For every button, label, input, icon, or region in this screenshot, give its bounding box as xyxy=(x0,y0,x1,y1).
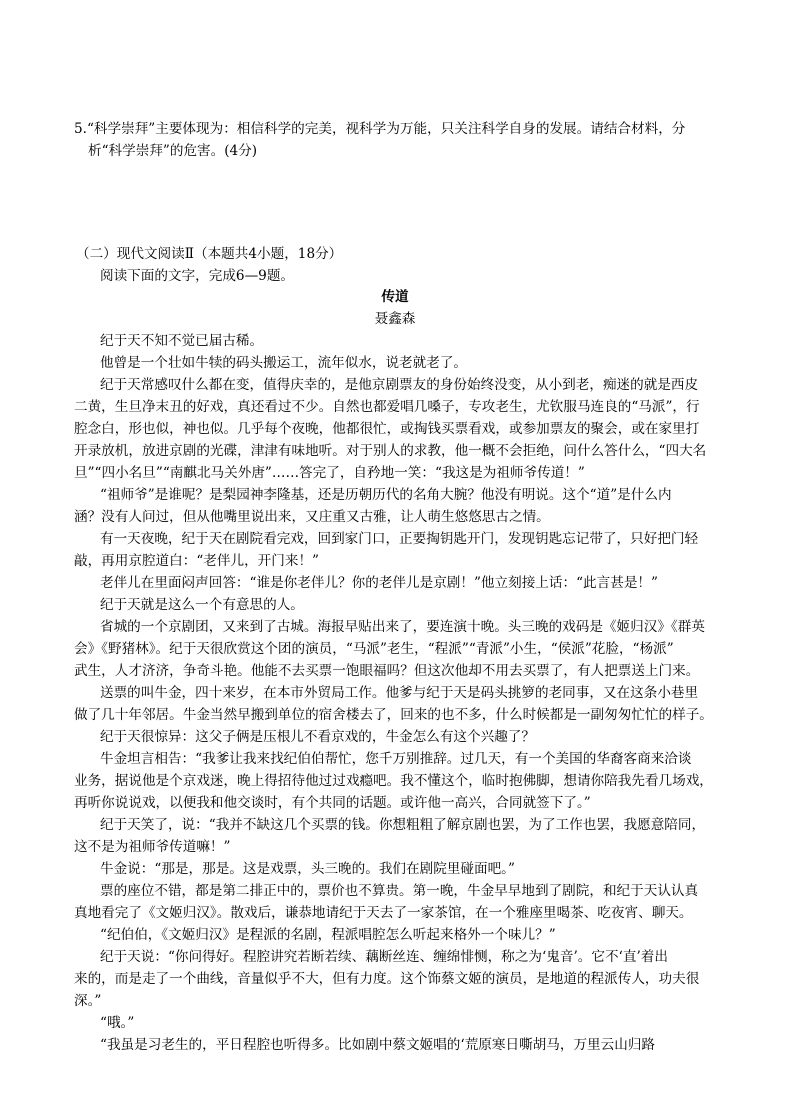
article-line: 深。” xyxy=(74,993,102,1009)
article-line: 牛金说：“那是，那是。这是戏票，头三晚的。我们在剧院里碰面吧。” xyxy=(100,861,515,877)
article-line: “我虽是习老生的，平日程腔也听得多。比如剧中蔡文姬唱的‘荒原寒日嘶胡马，万里云山归路 xyxy=(100,1037,656,1053)
article-line: 真地看完了《文姬归汉》。散戏后，谦恭地请纪于天去了一家茶馆，在一个雅座里喝茶、吃夜宵、聊天。 xyxy=(74,905,693,921)
article-line: 业务，据说他是个京戏迷，晚上得招待他过过戏瘾吧。我不懂这个，临时抱佛脚，想请你陪我先看几场戏， xyxy=(74,773,713,789)
article-line: 做了几十年邻居。牛金当然早搬到单位的宿舍楼去了，回来的也不多，什么时候都是一副匆匆忙忙的样子。 xyxy=(74,707,713,723)
article-line: 纪于天说：“你问得好。程腔讲究若断若续、藕断丝连、缠绵悱恻，称之为‘鬼音’。它不‘直’着出 xyxy=(100,949,668,965)
question-5-line-2: 析“科学崇拜”的危害。(4分) xyxy=(88,143,258,159)
article-author: 聂鑫森 xyxy=(374,311,416,327)
article-line: 有一天夜晚，纪于天在剧院看完戏，回到家门口，正要掏钥匙开门，发现钥匙忘记带了，只好把门轻 xyxy=(100,531,699,547)
article-line: 纪于天很惊异：这父子俩是压根儿不看京戏的，牛金怎么有这个兴趣了？ xyxy=(100,729,535,745)
article-line: 这不是为祖师爷传道嘛！” xyxy=(74,839,231,855)
article-line: “纪伯伯，《文姬归汉》是程派的名剧，程派唱腔怎么听起来格外一个味儿？” xyxy=(100,927,556,943)
article-line: 涵？没有人问过，但从他嘴里说出来，又庄重又古雅，让人萌生悠悠思古之情。 xyxy=(74,509,550,525)
article-line: 纪于天不知不觉已届古稀。 xyxy=(100,333,264,349)
article-line: 纪于天常感叹什么都在变，值得庆幸的，是他京剧票友的身份始终没变，从小到老，痴迷的就是西皮 xyxy=(100,377,699,393)
question-5-line-1: 5.“科学崇拜”主要体现为：相信科学的完美，视科学为万能，只关注科学自身的发展。请结合材料，分 xyxy=(74,121,686,137)
article-line: “哦。” xyxy=(100,1015,135,1031)
article-line: 老伴儿在里面闷声回答：“谁是你老伴儿？你的老伴儿是京剧！”他立刻接上话：“此言甚是！” xyxy=(100,575,658,591)
article-line: 再听你说说戏，以便我和他交谈时，有个共同的话题。或许他一高兴，合同就签下了。” xyxy=(74,795,591,811)
article-line: 纪于天笑了，说：“我并不缺这几个买票的钱。你想粗粗了解京剧也罢，为了工作也罢，我愿意陪同， xyxy=(100,817,706,833)
article-line: 会》《野猪林》。纪于天很欣赏这个团的演员，“马派”老生，“程派”“青派”小生，“侯派”花脸，“杨派” xyxy=(74,641,674,657)
article-line: 纪于天就是这么一个有意思的人。 xyxy=(100,597,304,613)
article-line: 旦”“四小名旦”“南麒北马关外唐”……答完了，自矜地一笑：“我这是为祖师爷传道！” xyxy=(74,465,585,481)
article-line: 敲，再用京腔道白：“老伴儿，开门来！” xyxy=(74,553,319,569)
section-instruction: 阅读下面的文字，完成6—9题。 xyxy=(100,268,295,284)
article-line: “祖师爷”是谁呢？是梨园神李隆基，还是历朝历代的名角大腕？他没有明说。这个“道”是什么内 xyxy=(100,487,672,503)
article-line: 送票的叫牛金，四十来岁，在本市外贸局工作。他爹与纪于天是码头挑箩的老同事，又在这条小巷里 xyxy=(100,685,699,701)
article-line: 二黄，生旦净末丑的好戏，真还看过不少。自然也都爱唱几嗓子，专攻老生，尤钦服马连良的“马派”，行 xyxy=(74,399,700,415)
article-line: 腔念白，形也似，神也似。几乎每个夜晚，他都很忙，或掏钱买票看戏，或参加票友的聚会，或在家里打 xyxy=(74,421,700,437)
article-line: 票的座位不错，都是第二排正中的，票价也不算贵。第一晚，牛金早早地到了剧院，和纪于天认认真 xyxy=(100,883,699,899)
section-heading: （二）现代文阅读Ⅱ（本题共4小题，18分） xyxy=(76,246,343,262)
article-line: 省城的一个京剧团，又来到了古城。海报早贴出来了，要连演十晚。头三晚的戏码是《姬归汉》《群英 xyxy=(100,619,705,635)
article-title: 传道 xyxy=(381,289,409,305)
article-line: 来的，而是走了一个曲线，音量似乎不大，但有力度。这个饰蔡文姬的演员，是地道的程派传人，功夫很 xyxy=(74,971,700,987)
article-line: 开录放机，放进京剧的光碟，津津有味地听。对于别人的求教，他一概不会拒绝，问什么答什么，“四大名 xyxy=(74,443,707,459)
article-line: 他曾是一个壮如牛犊的码头搬运工，流年似水，说老就老了。 xyxy=(100,355,468,371)
article-line: 武生，人才济济，争奇斗艳。他能不去买票一饱眼福吗？但这次他却不用去买票了，有人把票送上门来。 xyxy=(74,663,700,679)
article-line: 牛金坦言相告：“我爹让我来找纪伯伯帮忙，您千万别推辞。过几天，有一个美国的华裔客商来洽谈 xyxy=(100,751,692,767)
